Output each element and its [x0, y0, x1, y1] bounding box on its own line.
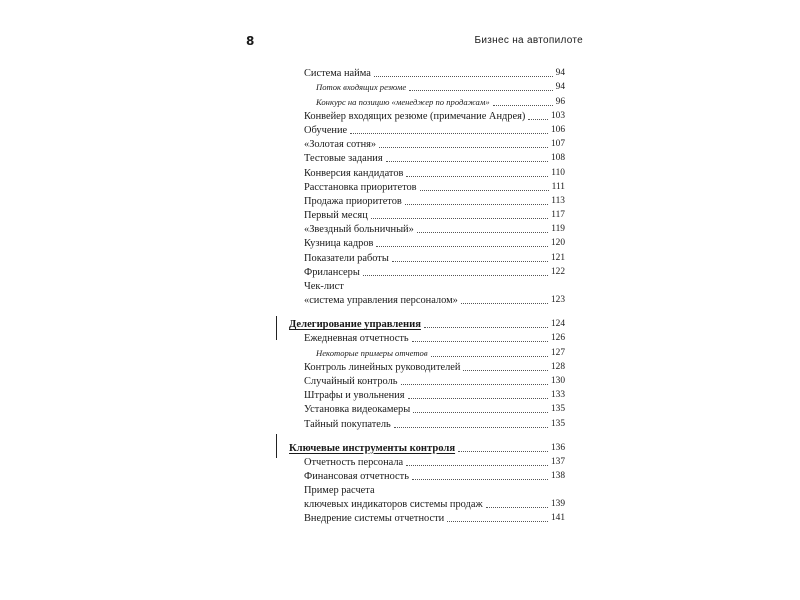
- toc-entry-final[interactable]: [289, 511, 565, 525]
- toc-entry-title: Показатели работы: [304, 252, 389, 264]
- toc-group-control: [289, 455, 565, 483]
- dot-leader: [376, 246, 548, 247]
- section-rule-control: [276, 434, 277, 458]
- toc-page-number: 128: [550, 361, 565, 372]
- toc-entry-title: Некоторые примеры отчетов: [316, 347, 428, 358]
- toc-section-control[interactable]: [289, 439, 565, 455]
- dot-leader: [392, 261, 548, 262]
- toc-page-number: 135: [550, 418, 565, 429]
- toc-entry-title: «Золотая сотня»: [304, 139, 377, 151]
- dot-leader: [486, 507, 548, 508]
- toc-entry[interactable]: [289, 151, 565, 165]
- toc-page-number: 106: [550, 124, 565, 135]
- toc-entry-title: Пример расчета: [304, 485, 375, 497]
- toc-page-number: 94: [555, 68, 565, 79]
- toc-entry[interactable]: [289, 455, 565, 469]
- dot-leader: [420, 190, 549, 191]
- toc-entry[interactable]: [289, 250, 565, 264]
- toc-page-number: 130: [550, 375, 565, 386]
- dot-leader: [406, 465, 548, 466]
- toc-entry-title: Отчетность персонала: [304, 456, 404, 468]
- dot-leader: [374, 76, 553, 77]
- dot-leader: [412, 479, 548, 480]
- toc-entry-title: Контроль линейных руководителей: [304, 361, 461, 373]
- toc-page-number: 117: [551, 210, 565, 221]
- toc-entry[interactable]: [289, 236, 565, 250]
- dot-leader: [371, 218, 549, 219]
- toc-entry-title: Расстановка приоритетов: [304, 181, 417, 193]
- toc-entry[interactable]: [289, 360, 565, 374]
- toc-page-number: 108: [550, 153, 565, 164]
- toc-group-delegation: [289, 331, 565, 430]
- toc-entry[interactable]: [289, 265, 565, 279]
- toc-section-delegation[interactable]: [289, 315, 565, 331]
- toc-entry[interactable]: [289, 137, 565, 151]
- toc-entry-title: Внедрение системы отчетности: [304, 513, 445, 525]
- dot-leader: [409, 90, 552, 91]
- dot-leader: [461, 303, 548, 304]
- toc-entry-title: Ежедневная отчетность: [304, 333, 409, 345]
- toc-entry[interactable]: [289, 469, 565, 483]
- toc-entry-title: Обучение: [304, 124, 348, 136]
- dot-leader: [350, 133, 548, 134]
- toc-entry[interactable]: [289, 123, 565, 137]
- toc-entry-title: Фрилансеры: [304, 266, 360, 278]
- dot-leader: [412, 341, 548, 342]
- toc-page-number: 122: [550, 266, 565, 277]
- toc-entry-title: Тестовые задания: [304, 153, 383, 165]
- toc-page-number: 119: [551, 224, 565, 235]
- dot-leader: [408, 398, 548, 399]
- dot-leader: [363, 275, 548, 276]
- toc-section-title: Ключевые инструменты контроля: [289, 442, 456, 454]
- dot-leader: [401, 384, 548, 385]
- dot-leader: [528, 119, 548, 120]
- toc-page-number: 126: [550, 333, 565, 344]
- toc-entry[interactable]: [289, 109, 565, 123]
- toc-entry[interactable]: [289, 165, 565, 179]
- toc-page-number: 135: [550, 404, 565, 415]
- toc-entry[interactable]: [289, 331, 565, 345]
- toc-entry-title: Конвейер входящих резюме (примечание Андрея): [304, 110, 526, 122]
- toc-entry[interactable]: [289, 402, 565, 416]
- toc-entry-title: Конкурс на позицию «менеджер по продажам»: [316, 96, 490, 107]
- toc-entry[interactable]: [289, 66, 565, 80]
- toc-page-number: 121: [550, 252, 565, 263]
- toc-page-number: 120: [550, 238, 565, 249]
- toc-entry-title: «Звездный больничный»: [304, 224, 414, 236]
- dot-leader: [493, 105, 553, 106]
- dot-leader: [424, 327, 548, 328]
- section-rule-delegation: [276, 316, 277, 340]
- toc-entry-title: Конверсия кандидатов: [304, 167, 404, 179]
- dot-leader: [406, 176, 548, 177]
- toc-entry[interactable]: [289, 94, 565, 108]
- toc-entry-title: Штрафы и увольнения: [304, 390, 405, 402]
- toc-page-number: 136: [550, 442, 565, 453]
- toc-page-number: 137: [550, 456, 565, 467]
- toc-entry-title: «система управления персоналом»: [304, 295, 458, 307]
- dot-leader: [447, 521, 548, 522]
- toc-section-title: Делегирование управления: [289, 319, 421, 331]
- toc-page-number: 94: [555, 82, 565, 93]
- toc-page-number: 127: [550, 347, 565, 358]
- dot-leader: [463, 370, 547, 371]
- toc-entry-checklist-line1: [289, 279, 565, 293]
- toc-page-number: 111: [551, 181, 565, 192]
- toc-entry-title: Установка видеокамеры: [304, 404, 411, 416]
- toc-entry-title: Финансовая отчетность: [304, 470, 409, 482]
- toc-entry-title: Продажа приоритетов: [304, 195, 402, 207]
- running-title: Бизнес на автопилоте: [474, 35, 583, 46]
- toc-entry[interactable]: [289, 345, 565, 359]
- toc-entry[interactable]: [289, 194, 565, 208]
- toc-page-number: 123: [550, 295, 565, 306]
- dot-leader: [394, 427, 548, 428]
- toc-page-number: 113: [551, 195, 565, 206]
- toc-entry-title: Первый месяц: [304, 210, 368, 222]
- dot-leader: [405, 204, 548, 205]
- dot-leader: [458, 451, 548, 452]
- dot-leader: [417, 232, 548, 233]
- toc-page-number: 124: [550, 319, 565, 330]
- toc-entry-title: Чек-лист: [304, 281, 344, 292]
- toc-entry[interactable]: [289, 416, 565, 430]
- toc-entry-checklist[interactable]: [289, 293, 565, 307]
- toc-page-number: 138: [550, 470, 565, 481]
- toc-page-number: 96: [555, 96, 565, 107]
- toc-page-number: 139: [550, 499, 565, 510]
- toc-entry[interactable]: [289, 180, 565, 194]
- toc-group-hiring: [289, 66, 565, 279]
- toc-entry-title: Поток входящих резюме: [316, 82, 407, 93]
- toc-page-number: 103: [550, 110, 565, 121]
- toc-page-number: 110: [551, 167, 565, 178]
- toc-entry-title: Система найма: [304, 68, 371, 80]
- toc-entry-title: Тайный покупатель: [304, 418, 391, 430]
- toc-entry-title: Кузница кадров: [304, 238, 374, 250]
- page-number: 8: [246, 34, 255, 48]
- toc-entry-kpi[interactable]: [289, 497, 565, 511]
- toc-entry-title: Случайный контроль: [304, 375, 398, 387]
- toc-entry-kpi-line1: [289, 483, 565, 497]
- dot-leader: [379, 147, 548, 148]
- toc-entry[interactable]: [289, 374, 565, 388]
- toc-page-number: 107: [550, 139, 565, 150]
- dot-leader: [413, 412, 548, 413]
- toc-page-number: 141: [550, 513, 565, 524]
- toc-entry-title: ключевых индикаторов системы продаж: [304, 499, 483, 511]
- dot-leader: [386, 161, 548, 162]
- toc-entry[interactable]: [289, 80, 565, 94]
- toc-entry[interactable]: [289, 388, 565, 402]
- toc-page-number: 133: [550, 390, 565, 401]
- table-of-contents: [289, 66, 565, 525]
- toc-entry[interactable]: [289, 208, 565, 222]
- toc-entry[interactable]: [289, 222, 565, 236]
- page-header: [238, 34, 583, 54]
- dot-leader: [431, 356, 548, 357]
